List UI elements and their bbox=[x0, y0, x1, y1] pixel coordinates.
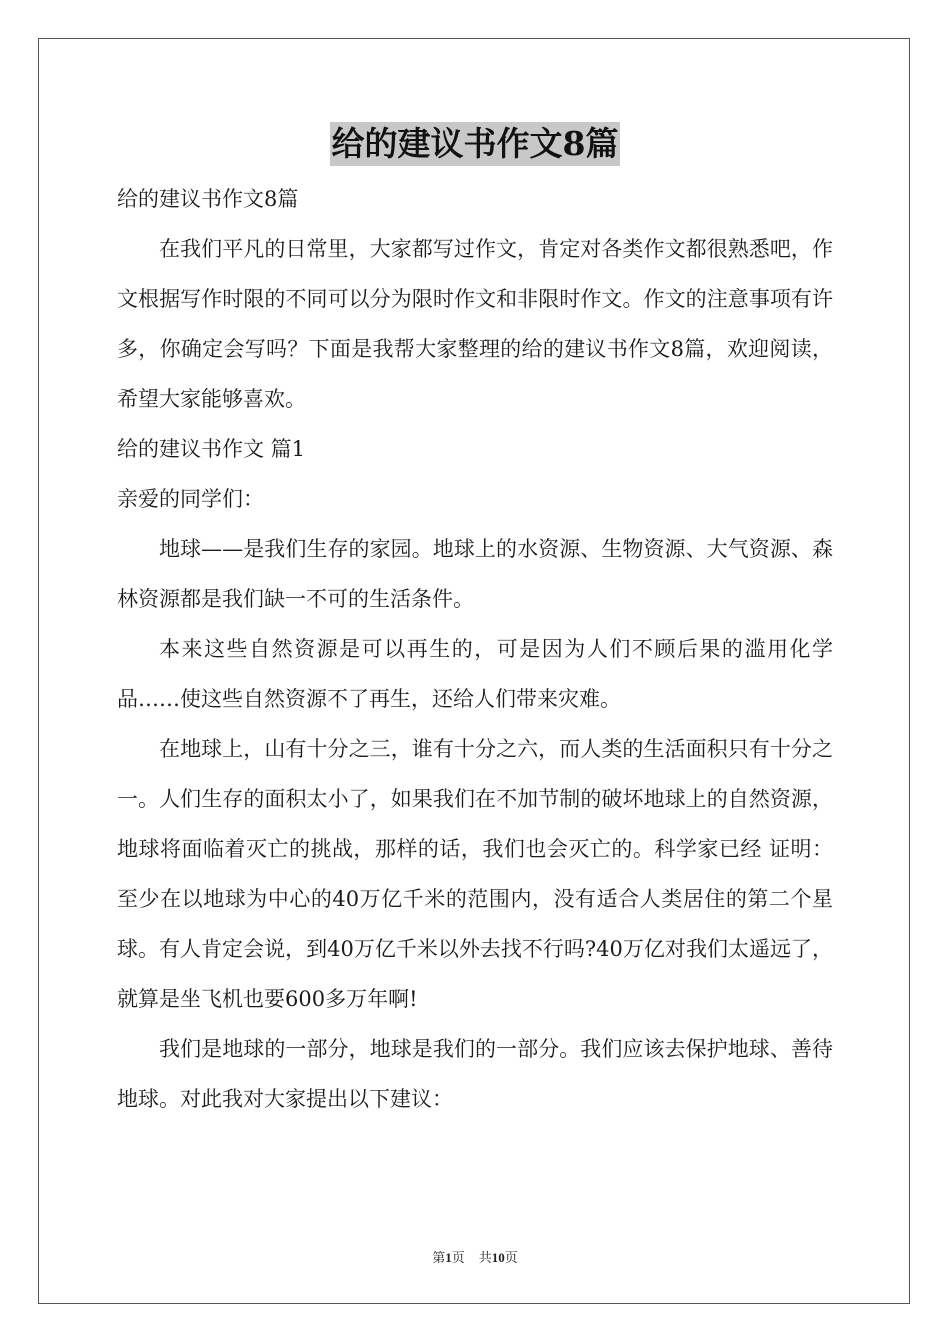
paragraph: 地球——是我们生存的家园。地球上的水资源、生物资源、大气资源、森林资源都是我们缺一不可的生活条件。 bbox=[117, 537, 833, 611]
paragraph: 本来这些自然资源是可以再生的，可是因为人们不顾后果的滥用化学品……使这些自然资源不了再生，还给人们带来灾难。 bbox=[117, 637, 833, 711]
page-footer bbox=[0, 1249, 950, 1267]
page-prefix: 第 bbox=[432, 1250, 446, 1265]
page-current: 1 bbox=[445, 1250, 452, 1265]
paragraph: 我们是地球的一部分，地球是我们的一部分。我们应该去保护地球、善待地球。对此我对大家提出以下建议： bbox=[117, 1037, 833, 1111]
total-prefix: 共 bbox=[478, 1250, 492, 1265]
paragraph-intro: 在我们平凡的日常里，大家都写过作文，肯定对各类作文都很熟悉吧，作文根据写作时限的不同可以分为限时作文和非限时作文。作文的注意事项有许多，你确定会写吗？下面是我帮大家整理的给的建议书作文8篇，欢迎阅读，希望大家能够喜欢。 bbox=[117, 237, 833, 411]
title-wrap bbox=[0, 122, 950, 166]
salutation: 亲爱的同学们： bbox=[117, 487, 264, 511]
total-suffix: 页 bbox=[504, 1250, 518, 1265]
paragraph: 在地球上，山有十分之三，谁有十分之六，而人类的生活面积只有十分之一。人们生存的面积太小了，如果我们在不加节制的破坏地球上的自然资源，地球将面临着灭亡的挑战，那样的话，我们也会灭亡的。科学家已经 证明：至少在以地球为中心的40万亿千米的范围内，没有适合人类居住的第二个星球。有人肯定会说，到40万亿千米以外去找不行吗?40万亿对我们太遥远了，就算是坐飞机也要600多万年啊! bbox=[117, 737, 833, 1011]
document-body bbox=[117, 174, 833, 1124]
document-subtitle: 给的建议书作文8篇 bbox=[117, 187, 299, 211]
section-heading: 给的建议书作文 篇1 bbox=[117, 437, 306, 461]
document-title: 给的建议书作文8篇 bbox=[330, 122, 621, 166]
page-suffix: 页 bbox=[451, 1250, 465, 1265]
page-total: 10 bbox=[491, 1250, 505, 1265]
